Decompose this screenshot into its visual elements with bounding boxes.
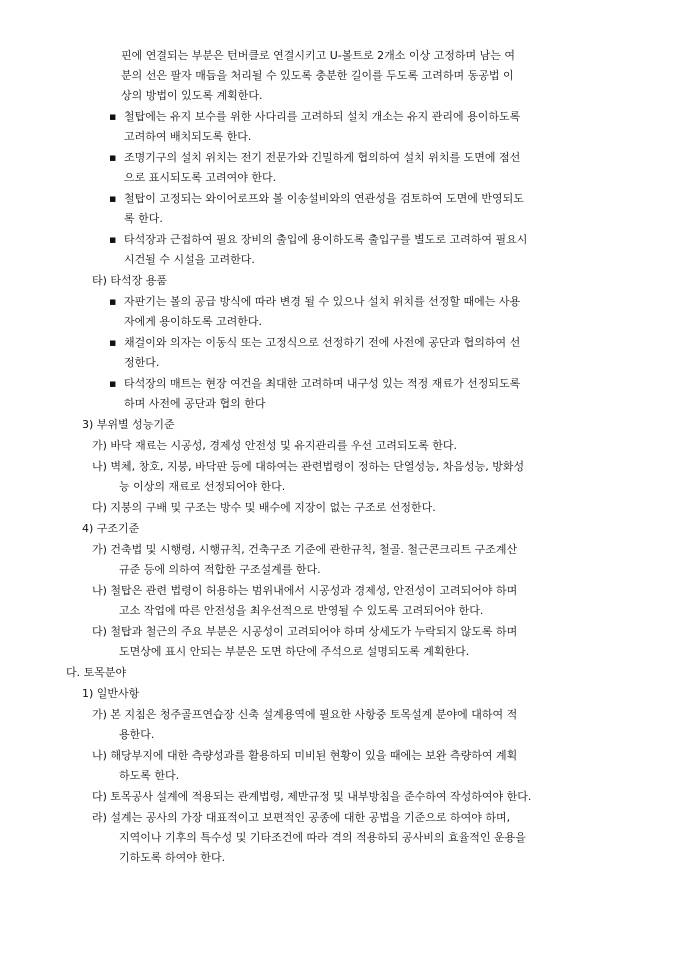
text-line: 다) 토목공사 설계에 적용되는 관계법령, 제반규정 및 내부방침을 준수하여 작성하여야 한다. <box>92 790 532 803</box>
list-bullet: ▪ <box>109 192 117 205</box>
text-line: 채걸이와 의자는 이동식 또는 고정식으로 선정하기 전에 사전에 공단과 협의하여 선 <box>124 336 521 349</box>
list-bullet: ▪ <box>109 295 117 308</box>
text-line: 타) 타석장 용품 <box>92 274 168 287</box>
text-line: 고려하여 배치되도록 한다. <box>124 130 252 143</box>
text-line: 하며 사전에 공단과 협의 한다 <box>124 397 266 410</box>
text-line: 다. 토목분야 <box>66 666 127 679</box>
text-line: 용한다. <box>119 728 155 741</box>
text-line: 나) 벽체, 창호, 지붕, 바닥판 등에 대하여는 관련법령이 정하는 단열성능, 차음성능, 방화성 <box>92 460 525 473</box>
text-line: 가) 본 지침은 청주골프연습장 신축 설계용역에 필요한 사항중 토목설계 분야에 대하여 적 <box>92 708 518 721</box>
text-line: 조명기구의 설치 위치는 전기 전문가와 긴밀하게 협의하여 설치 위치를 도면에 점선 <box>124 151 521 164</box>
text-line: 록 한다. <box>124 212 163 225</box>
text-line: 철탑에는 유지 보수를 위한 사다리를 고려하되 설치 개소는 유지 관리에 용이하도록 <box>124 110 521 123</box>
text-line: 1) 일반사항 <box>82 687 140 700</box>
text-line: 나) 철탑은 관련 법령이 허용하는 범위내에서 시공성과 경제성, 안전성이 고려되어야 하며 <box>92 584 518 597</box>
text-line: 하도록 한다. <box>119 769 180 782</box>
text-line: 정한다. <box>124 356 160 369</box>
list-bullet: ▪ <box>109 110 117 123</box>
text-line: 규준 등에 의하여 적합한 구조설계를 한다. <box>119 563 321 576</box>
text-line: 핀에 연결되는 부분은 턴버클로 연결시키고 U-볼트로 2개소 이상 고정하며 남는 여 <box>121 49 516 62</box>
text-line: 상의 방법이 있도록 계획한다. <box>121 89 263 102</box>
text-line: 다) 지붕의 구배 및 구조는 방수 및 배수에 지장이 없는 구조로 선정한다. <box>92 501 436 514</box>
text-line: 능 이상의 재료로 선정되어야 한다. <box>119 480 286 493</box>
text-line: 라) 설계는 공사의 가장 대표적이고 보편적인 공종에 대한 공법을 기준으로 하여야 하며, <box>92 811 511 824</box>
list-bullet: ▪ <box>109 336 117 349</box>
text-line: 타석장과 근접하여 필요 장비의 출입에 용이하도록 출입구를 별도로 고려하여 필요시 <box>124 233 528 246</box>
text-line: 4) 구조기준 <box>82 522 140 535</box>
text-line: 철탑이 고정되는 와이어로프와 볼 이송설비와의 연관성을 검토하여 도면에 반영되도 <box>124 192 524 205</box>
list-bullet: ▪ <box>109 151 117 164</box>
text-line: 자에게 용이하도록 고려한다. <box>124 315 263 328</box>
text-line: 가) 바닥 재료는 시공성, 경제성 안전성 및 유지관리를 우선 고려되도록 한다. <box>92 439 458 452</box>
text-line: 시건될 수 시설을 고려한다. <box>124 253 255 266</box>
list-bullet: ▪ <box>109 233 117 246</box>
text-line: 으로 표시되도록 고려여야 한다. <box>124 171 277 184</box>
text-line: 자판기는 볼의 공급 방식에 따라 변경 될 수 있으나 설치 위치를 선정할 때에는 사용 <box>124 295 521 308</box>
list-bullet: ▪ <box>109 377 117 390</box>
text-line: 도면상에 표시 안되는 부분은 도면 하단에 주석으로 설명되도록 계획한다. <box>119 645 470 658</box>
text-line: 가) 건축법 및 시행령, 시행규칙, 건축구조 기준에 관한규칙, 철골. 철근콘크리트 구조계산 <box>92 543 518 556</box>
text-line: 다) 철탑과 철근의 주요 부분은 시공성이 고려되어야 하며 상세도가 누락되지 않도록 하며 <box>92 625 518 638</box>
text-line: 타석장의 매트는 현장 여건을 최대한 고려하며 내구성 있는 적정 재료가 선정되도록 <box>124 377 521 390</box>
text-line: 지역이나 기후의 특수성 및 기타조건에 따라 격의 적용하되 공사비의 효율적인 운용을 <box>119 831 526 844</box>
text-line: 고소 작업에 따른 안전성을 최우선적으로 반영될 수 있도록 고려되어야 한다. <box>119 604 484 617</box>
text-line: 나) 해당부지에 대한 측량성과를 활용하되 미비된 현황이 있을 때에는 보완 측량하여 계획 <box>92 749 518 762</box>
text-line: 분의 선은 팔자 매듭을 처리될 수 있도록 충분한 길이를 두도록 고려하며 동공법 이 <box>121 69 514 82</box>
text-line: 기하도록 하여야 한다. <box>119 851 226 864</box>
text-line: 3) 부위별 성능기준 <box>82 418 175 431</box>
